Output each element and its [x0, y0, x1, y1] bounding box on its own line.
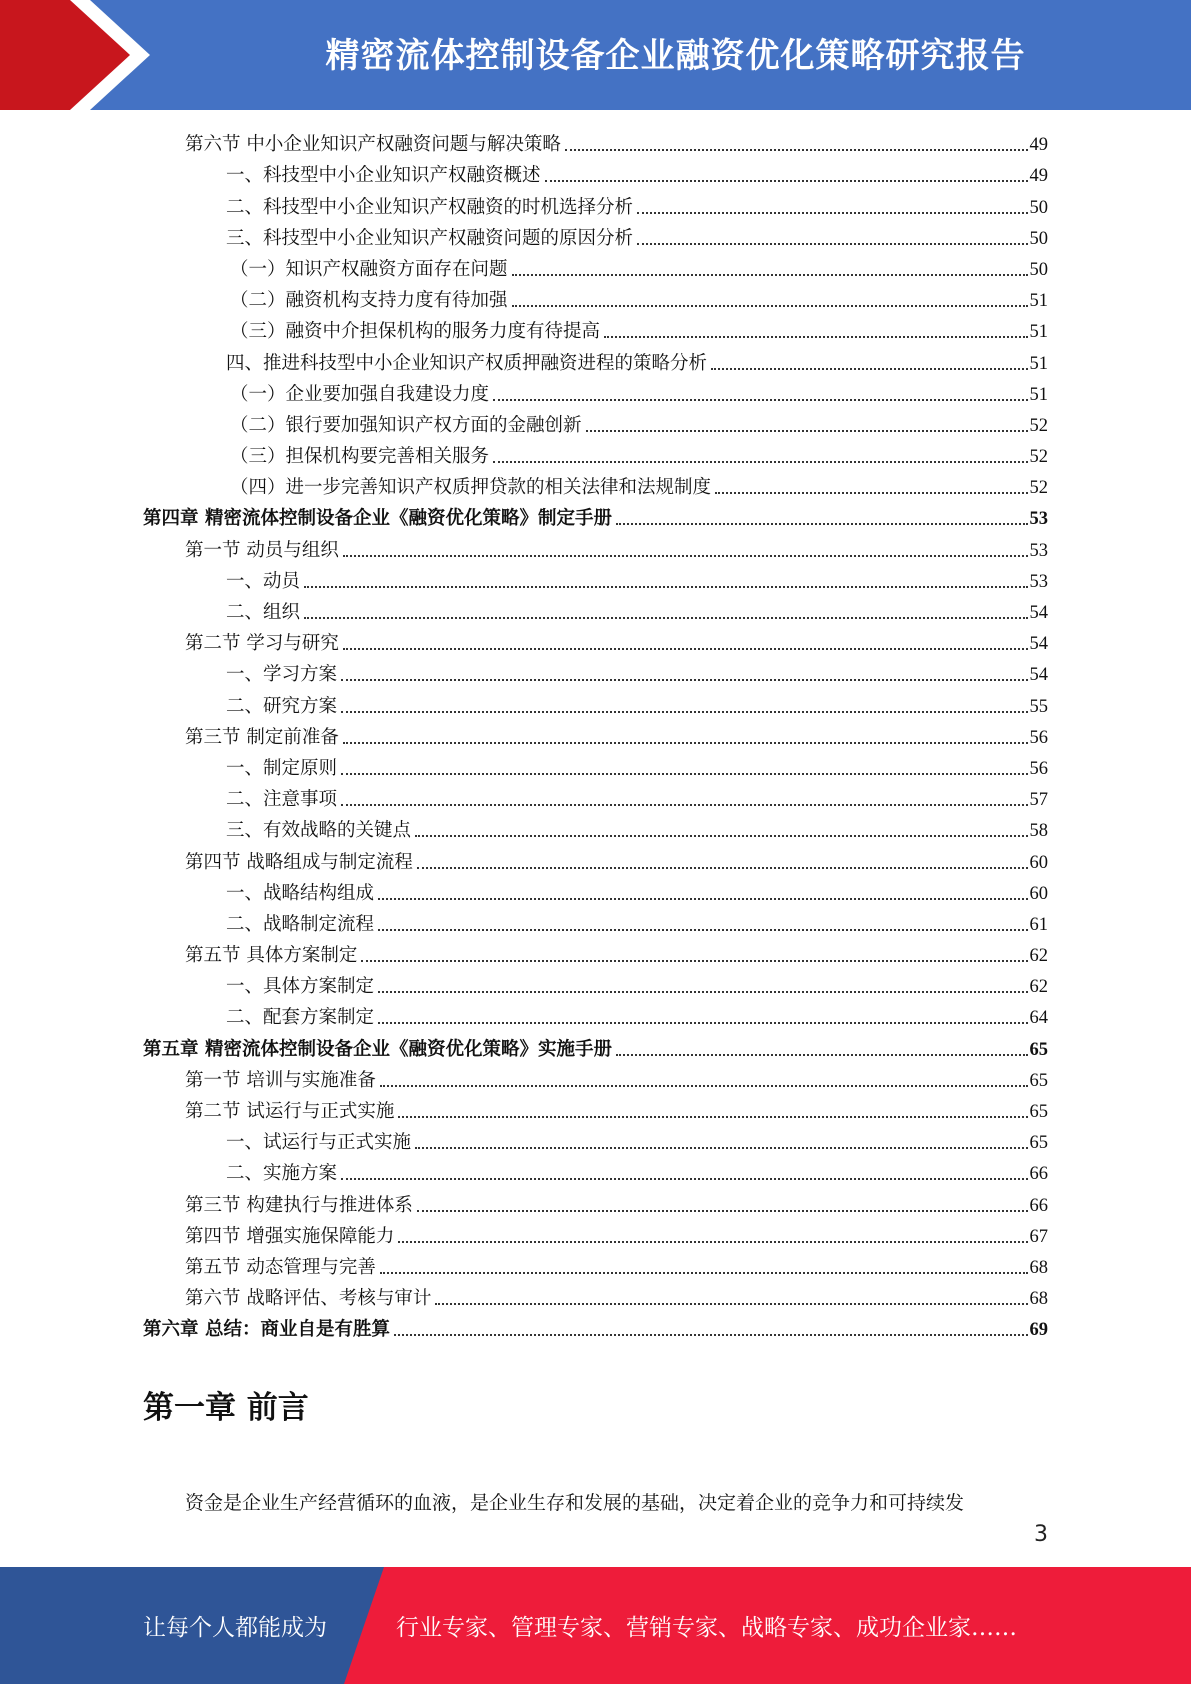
toc-entry[interactable] [226, 658, 1048, 689]
toc-dot-leader [711, 368, 1027, 370]
toc-dot-leader [341, 679, 1027, 681]
toc-entry-label: 一、制定原则 [226, 757, 338, 779]
toc-entry[interactable] [226, 159, 1048, 190]
toc-dot-leader [378, 1022, 1027, 1024]
toc-entry-label: （三）担保机构要完善相关服务 [230, 446, 490, 468]
toc-entry-page: 49 [1029, 166, 1048, 187]
toc-dot-leader [380, 1272, 1028, 1274]
toc-entry-page: 53 [1029, 509, 1048, 530]
toc-entry-label: 二、战略制定流程 [226, 913, 375, 935]
toc-entry-label: 第六节 中小企业知识产权融资问题与解决策略 [185, 134, 561, 156]
toc-entry[interactable] [226, 970, 1048, 1001]
toc-entry-page: 55 [1029, 696, 1048, 717]
toc-dot-leader [512, 305, 1028, 307]
toc-dot-leader [616, 1054, 1028, 1056]
toc-entry-page: 51 [1029, 322, 1048, 343]
toc-entry[interactable] [226, 783, 1048, 814]
toc-entry[interactable] [226, 877, 1048, 908]
toc-entry-label: 二、实施方案 [226, 1163, 338, 1185]
toc-entry[interactable] [185, 128, 1048, 159]
toc-entry-label: 第五节 具体方案制定 [185, 945, 358, 967]
toc-entry-page: 51 [1029, 353, 1048, 374]
toc-entry[interactable] [185, 1251, 1048, 1282]
toc-dot-leader [417, 1210, 1028, 1212]
toc-dot-leader [545, 180, 1028, 182]
toc-entry-page: 66 [1029, 1195, 1048, 1216]
toc-entry[interactable] [230, 315, 1048, 346]
toc-entry[interactable] [226, 346, 1048, 377]
toc-entry[interactable] [226, 1157, 1048, 1188]
toc-entry-label: 一、科技型中小企业知识产权融资概述 [226, 165, 541, 187]
toc-entry-page: 65 [1029, 1039, 1048, 1060]
toc-entry-label: 二、注意事项 [226, 789, 338, 811]
toc-entry[interactable] [226, 596, 1048, 627]
toc-dot-leader [415, 1147, 1027, 1149]
toc-entry[interactable] [226, 1126, 1048, 1157]
toc-entry-label: 第六章 总结：商业自是有胜算 [143, 1319, 390, 1341]
toc-dot-leader [435, 1303, 1027, 1305]
toc-entry[interactable] [226, 190, 1048, 221]
toc-entry-page: 66 [1029, 1164, 1048, 1185]
toc-entry-label: （四）进一步完善知识产权质押贷款的相关法律和法规制度 [230, 477, 712, 499]
toc-dot-leader [341, 1178, 1027, 1180]
toc-entry-label: 二、组织 [226, 602, 301, 623]
toc-entry-label: 第五章 精密流体控制设备企业《融资优化策略》实施手册 [143, 1038, 612, 1060]
toc-entry-label: 二、配套方案制定 [226, 1007, 375, 1029]
table-of-contents [0, 128, 1191, 1344]
toc-dot-leader [637, 243, 1027, 245]
toc-dot-leader [361, 960, 1027, 962]
toc-entry-page: 65 [1029, 1102, 1048, 1122]
body-paragraph: 资金是企业生产经营循环的血液，是企业生存和发展的基础，决定着企业的竞争力和可持续发 [185, 1492, 965, 1514]
toc-entry-page: 53 [1029, 540, 1048, 561]
toc-entry-label: 二、科技型中小企业知识产权融资的时机选择分析 [226, 196, 634, 218]
page-number: 3 [1034, 1522, 1048, 1547]
toc-entry-label: 第一节 动员与组织 [185, 539, 339, 561]
toc-entry-label: （二）银行要加强知识产权方面的金融创新 [230, 414, 582, 436]
toc-entry-page: 56 [1029, 758, 1048, 779]
toc-entry[interactable] [185, 1188, 1048, 1219]
toc-entry-page: 52 [1029, 478, 1048, 499]
toc-entry[interactable] [226, 752, 1048, 783]
toc-entry-label: 第五节 动态管理与完善 [185, 1256, 376, 1278]
toc-entry[interactable] [230, 378, 1048, 409]
toc-entry[interactable] [143, 502, 1048, 533]
toc-entry-page: 52 [1029, 447, 1048, 468]
toc-dot-leader [341, 711, 1027, 713]
toc-entry[interactable] [230, 284, 1048, 315]
toc-entry[interactable] [230, 253, 1048, 284]
toc-entry-page: 50 [1029, 259, 1048, 280]
toc-entry-page: 51 [1029, 384, 1048, 405]
toc-entry-page: 69 [1029, 1320, 1048, 1341]
toc-entry-label: （二）融资机构支持力度有待加强 [230, 290, 508, 312]
toc-entry-label: 第四节 战略组成与制定流程 [185, 851, 413, 873]
toc-entry-page: 54 [1029, 665, 1048, 686]
toc-entry[interactable] [185, 721, 1048, 752]
toc-dot-leader [565, 149, 1028, 151]
toc-dot-leader [394, 1334, 1028, 1336]
toc-dot-leader [715, 492, 1027, 494]
chapter-heading: 第一章 前言 [143, 1390, 309, 1426]
toc-dot-leader [380, 1085, 1028, 1087]
toc-entry[interactable] [185, 533, 1048, 564]
toc-entry-label: 四、推进科技型中小企业知识产权质押融资进程的策略分析 [226, 352, 708, 374]
toc-dot-leader [304, 617, 1027, 619]
toc-entry-label: 二、研究方案 [226, 695, 338, 717]
toc-entry-label: 第二节 学习与研究 [185, 633, 339, 655]
toc-entry[interactable] [226, 565, 1048, 596]
toc-entry-label: 一、战略结构组成 [226, 882, 375, 904]
toc-entry-label: 第二节 试运行与正式实施 [185, 1101, 395, 1122]
toc-entry-page: 60 [1029, 883, 1048, 904]
toc-dot-leader [378, 929, 1027, 931]
toc-dot-leader [343, 648, 1028, 650]
toc-entry-label: 三、科技型中小企业知识产权融资问题的原因分析 [226, 227, 634, 249]
toc-entry-label: 第四节 增强实施保障能力 [185, 1225, 395, 1247]
toc-dot-leader [304, 586, 1027, 588]
toc-entry[interactable] [185, 845, 1048, 876]
toc-dot-leader [586, 430, 1028, 432]
toc-entry-label: 第四章 精密流体控制设备企业《融资优化策略》制定手册 [143, 508, 612, 530]
toc-entry-label: 一、学习方案 [226, 664, 338, 686]
footer-slogan-right: 行业专家、管理专家、营销专家、战略专家、成功企业家…… [396, 1615, 1017, 1641]
toc-dot-leader [343, 555, 1028, 557]
toc-dot-leader [378, 898, 1027, 900]
toc-entry-label: 一、动员 [226, 570, 301, 592]
toc-entry-page: 52 [1029, 415, 1048, 436]
toc-entry-page: 49 [1029, 135, 1048, 156]
toc-dot-leader [417, 867, 1028, 869]
report-title: 精密流体控制设备企业融资优化策略研究报告 [325, 35, 1026, 76]
toc-dot-leader [341, 804, 1027, 806]
toc-entry-page: 50 [1029, 228, 1048, 249]
toc-entry[interactable] [185, 1282, 1048, 1313]
toc-entry-page: 58 [1029, 821, 1048, 842]
toc-entry[interactable] [226, 689, 1048, 720]
toc-entry[interactable] [230, 471, 1048, 502]
toc-dot-leader [341, 773, 1027, 775]
toc-entry-page: 54 [1029, 603, 1048, 623]
toc-entry[interactable] [143, 1313, 1048, 1344]
toc-entry-label: （一）知识产权融资方面存在问题 [230, 258, 508, 280]
footer-slogan-left: 让每个人都能成为 [143, 1615, 327, 1641]
toc-entry[interactable] [185, 1220, 1048, 1251]
toc-entry-page: 68 [1029, 1289, 1048, 1310]
toc-entry[interactable] [226, 222, 1048, 253]
toc-entry[interactable] [226, 908, 1048, 939]
toc-dot-leader [616, 523, 1028, 525]
toc-entry-label: （三）融资中介担保机构的服务力度有待提高 [230, 321, 601, 343]
toc-dot-leader [343, 742, 1028, 744]
toc-dot-leader [604, 336, 1027, 338]
toc-entry-page: 67 [1029, 1226, 1048, 1247]
toc-entry-label: 第三节 制定前准备 [185, 726, 339, 748]
toc-entry-page: 65 [1029, 1133, 1048, 1154]
toc-entry[interactable] [185, 1064, 1048, 1095]
toc-entry[interactable] [185, 627, 1048, 658]
toc-entry-page: 62 [1029, 946, 1048, 967]
toc-entry[interactable] [230, 409, 1048, 440]
page-header [0, 0, 1191, 110]
toc-entry-label: 第一节 培训与实施准备 [185, 1069, 376, 1091]
toc-entry-page: 53 [1029, 571, 1048, 592]
toc-dot-leader [398, 1241, 1027, 1243]
toc-entry-page: 54 [1029, 634, 1048, 655]
toc-entry-page: 68 [1029, 1257, 1048, 1278]
toc-dot-leader [378, 991, 1027, 993]
toc-dot-leader [637, 212, 1027, 214]
toc-entry-page: 57 [1029, 790, 1048, 811]
toc-entry-page: 64 [1029, 1008, 1048, 1029]
toc-entry[interactable] [185, 1095, 1048, 1126]
toc-entry-label: 第三节 构建执行与推进体系 [185, 1194, 413, 1216]
toc-entry[interactable] [230, 440, 1048, 471]
toc-entry[interactable] [143, 1032, 1048, 1063]
toc-entry-page: 65 [1029, 1070, 1048, 1091]
toc-dot-leader [398, 1116, 1027, 1118]
toc-entry-page: 62 [1029, 977, 1048, 998]
toc-entry-page: 61 [1029, 914, 1048, 935]
toc-dot-leader [493, 399, 1027, 401]
toc-dot-leader [493, 461, 1027, 463]
toc-entry[interactable] [185, 939, 1048, 970]
toc-entry[interactable] [226, 814, 1048, 845]
toc-entry-page: 56 [1029, 727, 1048, 748]
toc-entry-label: （一）企业要加强自我建设力度 [230, 383, 490, 405]
toc-entry-label: 一、具体方案制定 [226, 976, 375, 998]
toc-entry-label: 三、有效战略的关键点 [226, 820, 412, 842]
toc-entry-page: 51 [1029, 291, 1048, 312]
header-arrow-decoration [0, 0, 160, 110]
toc-entry-label: 一、试运行与正式实施 [226, 1132, 412, 1154]
toc-dot-leader [415, 835, 1027, 837]
toc-entry[interactable] [226, 1001, 1048, 1032]
toc-entry-page: 60 [1029, 852, 1048, 873]
page-footer [0, 1567, 1191, 1684]
toc-dot-leader [512, 274, 1028, 276]
toc-entry-page: 50 [1029, 197, 1048, 218]
toc-entry-label: 第六节 战略评估、考核与审计 [185, 1288, 432, 1310]
